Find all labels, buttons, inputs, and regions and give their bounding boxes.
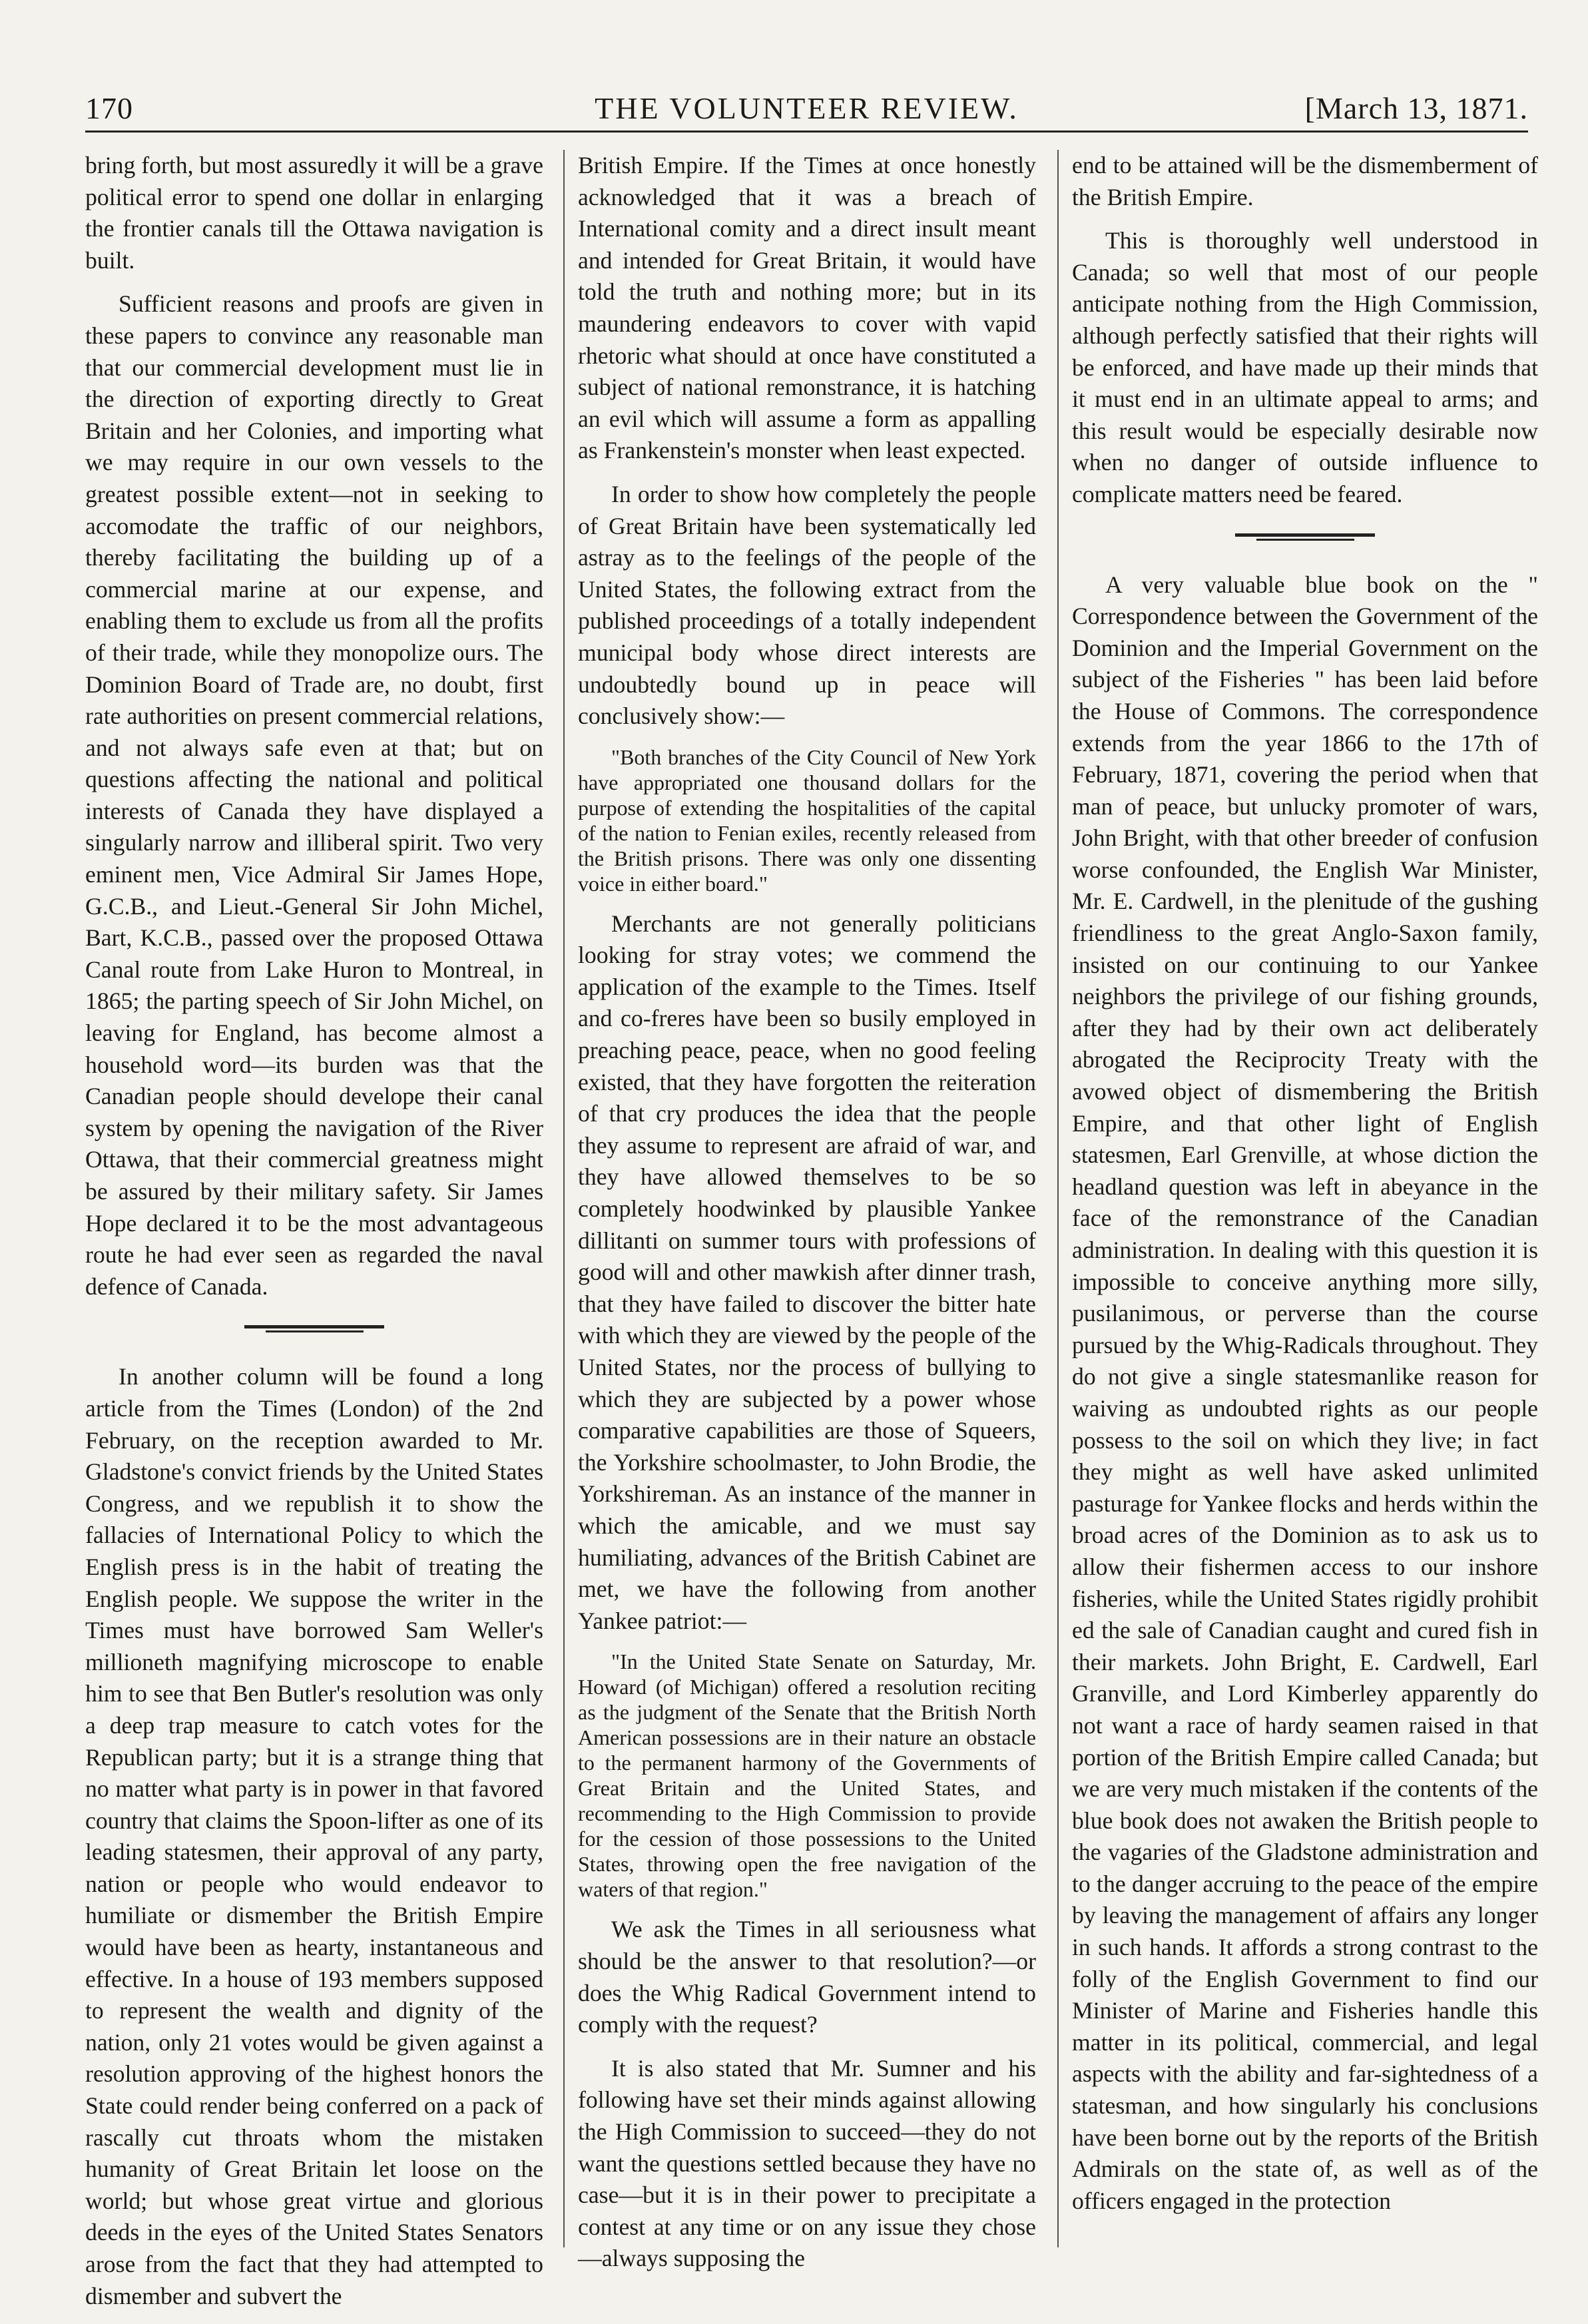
article-paragraph: This is thoroughly well understood in Canada; so well that most of our people anticipate nothing from the High Commission, although perfectly satisfied that their rights will be enforced, and have made up their minds that it must end in an ultimate appeal to arms; and this result would be especially desirable now when no danger of outside influence to complicate matters need be feared. (1072, 227, 1538, 507)
article-paragraph: A very valuable blue book on the " Correspondence between the Government of the Dominion and the Imperial Government on the subject of the Fisheries " has been laid before the House of Commons. The correspondence extends from the year 1866 to the 17th of February, 1871, covering the period when that man of peace, but unlucky promoter of wars, John Bright, with that other breeder of confusion worse confounded, the English War Minister, Mr. E. Cardwell, in the plenitude of the gushing friendliness to the great Anglo-Saxon family, insisted on our continuing to our Yankee neighbors the privilege of our fishing grounds, after they had by their own act deliberately abrogated the Reciprocity Treaty with the avowed object of dismembering the British Empire, and that other light of English statesmen, Earl Grenville, at whose diction the headland question was left in abeyance in the face of the remonstrance of the Canadian administration. In dealing with this question it is impossible to conceive anything more silly, pusilanimous, or perverse than the course pursued by the Whig-Radicals throughout. They do not give a single statesmanlike reason for waiving as undoubted rights as our people possess to the soil on which they live; in fact they might as well have asked unlimited pasturage for Yankee flocks and herds within the broad acres of the Dominion as to ask us to allow their fishermen access to our inshore fisheries, while the United States rigidly prohibit ed the sale of Canadian caught and cured fish in their markets. John Bright, E. Cardwell, Earl Granville, and Lord Kimberley apparently do not want a race of hardy seamen raised in that portion of the British Empire called Canada; but we are very much mistaken if the contents of the blue book does not awaken the British people to the vagaries of the Gladstone administration and to the danger accruing to the peace of the empire by leaving the management of affairs any longer in such hands. It affords a strong contrast to the folly of the English Government to find our Minister of Marine and Fisheries handle this matter in its political, commercial, and legal aspects with the ability and far-sightedness of a statesman, and how singularly his conclusions have been borne out by the reports of the British Admirals on the state of, as well as of the officers engaged in the protection (1072, 571, 1538, 2214)
section-ornament (1235, 533, 1375, 543)
column-3 (1072, 150, 1538, 2229)
article-paragraph: In another column will be found a long article from the Times (London) of the 2nd February, on the reception awarded to Mr. Gladstone's convict friends by the United States Congress, and we republish it to show the fallacies of International Policy to which the English press is in the habit of treating the English people. We suppose the writer in the Times must have borrowed Sam Weller's millioneth magnifying microscope to enable him to see that Ben Butler's resolution was only a deep trap measure to catch votes for the Republican party; but it is a strange thing that no matter what party is in power in that favored country that claims the Spoon-lifter as one of its leading statesmen, their approval of any party, nation or people who would endeavor to humiliate or dismember the British Empire would have been as hearty, instantaneous and effective. In a house of 193 members supposed to represent the wealth and dignity of the nation, only 21 votes would be given against a resolution approving of the highest honors the State could render being conferred on a pack of rascally cut throats whom the mistaken humanity of Great Britain let loose on the world; but whose great virtue and glorious deeds in the eyes of the United States Senators arose from the fact that they had attempted to dismember and subvert the (85, 1363, 543, 2309)
column-divider (1057, 150, 1059, 2247)
masthead-title: THE VOLUNTEER REVIEW. (595, 91, 1019, 125)
page-number: 170 (85, 91, 133, 125)
article-paragraph: It is also stated that Mr. Sumner and his following have set their minds against allowing the High Commission to succeed—they do not want the questions settled because they have no case—but it is in their power to precipitate a contest at any time or on any issue they chose—always supposing the (578, 2054, 1036, 2272)
article-paragraph: We ask the Times in all seriousness what should be the answer to that resolution?—or does the Whig Radical Government intend to comply with the request? (578, 1916, 1036, 2038)
quoted-extract: "Both branches of the City Council of New York have appropriated one thousand dollars for the purpose of extending the hospitalities of the capital of the nation to Fenian exiles, recently released from the British prisons. There was only one dissenting voice in either board." (578, 744, 1036, 896)
quoted-extract: "In the United State Senate on Saturday, Mr. Howard (of Michigan) offered a resolution reciting as the judgment of the Senate that the British North American possessions are in their nature an obstacle to the permanent harmony of the Governments of Great Britain and the United States, and recommending to the High Commission to provide for the cession of those possessions to the United States, throwing open the free navigation of the waters of that region." (578, 1649, 1036, 1902)
article-paragraph: In order to show how completely the people of Great Britain have been systematically led astray as to the feelings of the people of the United States, the following extract from the published proceedings of a totally independent municipal body whose direct interests are undoubtedly bound up in peace will conclusively show:— (578, 480, 1036, 730)
article-paragraph: British Empire. If the Times at once honestly acknowledged that it was a breach of International comity and a direct insult meant and intended for Great Britain, it would have told the truth and nothing more; but in its maundering endeavors to cover with vapid rhetoric what should at once have constituted a subject of national remonstrance, it is hatching an evil which will assume a form as appalling as Frankenstein's monster when least expected. (578, 152, 1036, 464)
issue-date: [March 13, 1871. (1304, 91, 1528, 125)
article-paragraph: end to be attained will be the dismemberment of the British Empire. (1072, 152, 1538, 210)
section-ornament (244, 1325, 384, 1334)
column-2 (578, 150, 1036, 2287)
page-header (85, 85, 1528, 133)
article-paragraph: bring forth, but most assuredly it will be a grave political error to spend one dollar in enlarging the frontier canals till the Ottawa navigation is built. (85, 152, 543, 274)
column-1 (85, 150, 543, 2324)
column-divider (563, 150, 565, 2247)
article-paragraph: Merchants are not generally politicians looking for stray votes; we commend the application of the example to the Times. Itself and co-freres have been so busily employed in preaching peace, peace, when no good feeling existed, that they have forgotten the reiteration of that cry produces the idea that the people they assume to represent are afraid of war, and they have allowed themselves to be so completely hoodwinked by plausible Yankee dillitanti on summer tours with professions of good will and other mawkish after dinner trash, that they have failed to discover the bitter hate with which they are viewed by the people of the United States, nor the process of bullying to which they are subjected by a power whose comparative capabilities are those of Squeers, the Yorkshire schoolmaster, to John Brodie, the Yorkshireman. As an instance of the manner in which the amicable, and we must say humiliating, advances of the British Cabinet are met, we have the following from another Yankee patriot:— (578, 910, 1036, 1634)
article-paragraph: Sufficient reasons and proofs are given in these papers to convince any reasonable man that our commercial development must lie in the direction of exporting directly to Great Britain and her Colonies, and importing what we may require in our own vessels to the greatest possible extent—not in seeking to accomodate the traffic of our neighbors, thereby facilitating the building up of a commercial marine at our expense, and enabling them to exclude us from all the profits of their trade, while they monopolize ours. The Dominion Board of Trade are, no doubt, first rate authorities on present commercial relations, and not always safe even at that; but on questions affecting the national and political interests of Canada they have displayed a singularly narrow and illiberal spirit. Two very eminent men, Vice Admiral Sir James Hope, G.C.B., and Lieut.-General Sir John Michel, Bart, K.C.B., passed over the proposed Ottawa Canal route from Lake Huron to Montreal, in 1865; the parting speech of Sir John Michel, on leaving for England, has become almost a household word—its burden was that the Canadian people should develope their canal system by opening the navigation of the River Ottawa, that their commercial greatness might be assured by their military safety. Sir James Hope declared it to be the most advantageous route he had ever seen as regarded the naval defence of Canada. (85, 290, 543, 1300)
